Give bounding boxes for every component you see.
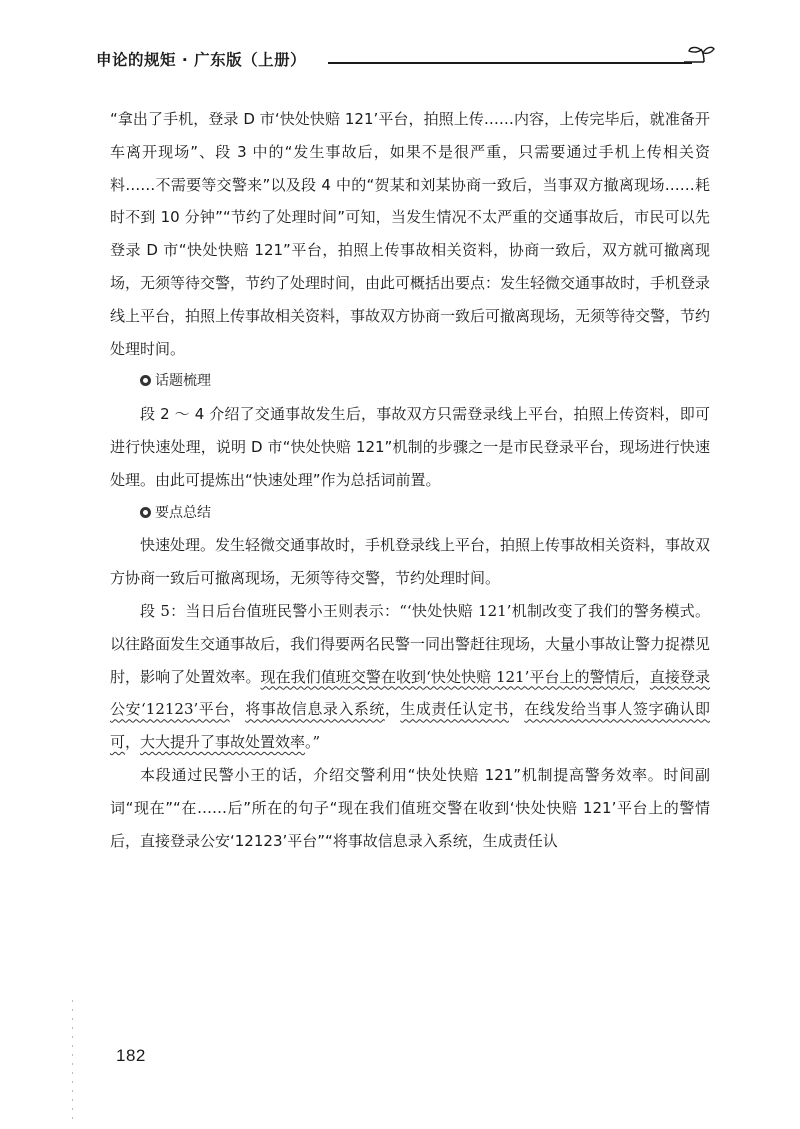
quote-punctuation: ， bbox=[508, 700, 525, 719]
header-rule bbox=[328, 62, 692, 64]
analysis-paragraph-1: “拿出了手机，登录 D 市‘快处快赔 121’平台，拍照上传……内容，上传完毕后，就准备开车离开现场”、段 3 中的“发生事故后，如果不是很严重，只需要通过手机上传相关资料……不需要等交警来”以及段 4 中的“贺某和刘某协商一致后，当事双方撤离现场……耗时不到 10 分钟”“节约了处理时间”可知，当发生情况不太严重的交通事故后，市民可以先登录 D 市“快处快赔 121”平台，拍照上传事故相关资料，协商一致后，双方就可撤离现场，无须等待交警，节约了处理时间，由此可概括出要点：发生轻微交通事故时，手机登录线上平台，拍照上传事故相关资料，事故双方协商一致后可撤离现场，无须等待交警，节约处理时间。 bbox=[110, 110, 711, 358]
summary-paragraph: 快速处理。发生轻微交通事故时，手机登录线上平台，拍照上传事故相关资料，事故双方协商一致后可撤离现场，无须等待交警，节约处理时间。 bbox=[110, 536, 711, 588]
circle-bullet-icon bbox=[140, 375, 151, 386]
analysis-paragraph-2: 段 2 ～ 4 介绍了交通事故发生后，事故双方只需登录线上平台，拍照上传资料，即可进行快速处理，说明 D 市“快处快赔 121”机制的步骤之一是市民登录平台，现场进行快速处理。由此可提炼出“快速处理”作为总括词前置。 bbox=[110, 405, 710, 489]
page-number: 182 bbox=[116, 1046, 146, 1065]
header-title: 申论的规矩 · 广东版（上册） bbox=[96, 51, 307, 69]
quote-text-lead: 段 5：当日后台值班民警小王则表示：“‘快处快赔 121’机制改变了我们的警务模式。以往路面发生交通事故后，我们得要两名民警一同出警赶往现场，大量小事故让警力捉襟见肘，影响了处置效率。 bbox=[110, 601, 711, 686]
wavy-underlined-phrase: 大大提升了事故处置效率 bbox=[140, 733, 306, 752]
quote-punctuation: ， bbox=[125, 733, 141, 752]
quote-punctuation: ， bbox=[229, 700, 246, 719]
wavy-underlined-phrase: 在线发给当事人签字确认即可 bbox=[110, 700, 710, 752]
analysis-paragraph-3: 本段通过民警小王的话，介绍交警利用“快处快赔 121”机制提高警务效率。时间副词“现在”“在……后”所在的句子“现在我们值班交警在收到‘快处快赔 121’平台上的警情后，直接登录公安‘12123’平台”“将事故信息录入系统，生成责任认 bbox=[110, 765, 710, 850]
margin-dotted-rule bbox=[72, 1000, 73, 1120]
sprout-icon bbox=[682, 44, 716, 70]
topic-heading-1 bbox=[110, 365, 710, 398]
quote-ending: 。” bbox=[305, 733, 321, 752]
topic-heading-2 bbox=[110, 497, 710, 530]
topic-heading-2-label: 要点总结 bbox=[155, 504, 211, 521]
wavy-underlined-phrase: 生成责任认定书 bbox=[400, 700, 509, 719]
running-header bbox=[96, 44, 716, 78]
wavy-underlined-phrase: 直接登录公安‘12123’平台 bbox=[110, 667, 710, 719]
source-quote-paragraph bbox=[110, 595, 710, 759]
wavy-underlined-phrase: 现在我们值班交警在收到‘快处快赔 121’平台上的警情后 bbox=[260, 667, 635, 686]
main-text bbox=[110, 103, 710, 857]
circle-bullet-icon bbox=[140, 507, 151, 518]
quote-punctuation: ， bbox=[384, 700, 401, 719]
quote-punctuation: ， bbox=[634, 667, 650, 686]
topic-heading-1-label: 话题梳理 bbox=[155, 373, 211, 390]
wavy-underlined-phrase: 将事故信息录入系统 bbox=[245, 700, 385, 719]
